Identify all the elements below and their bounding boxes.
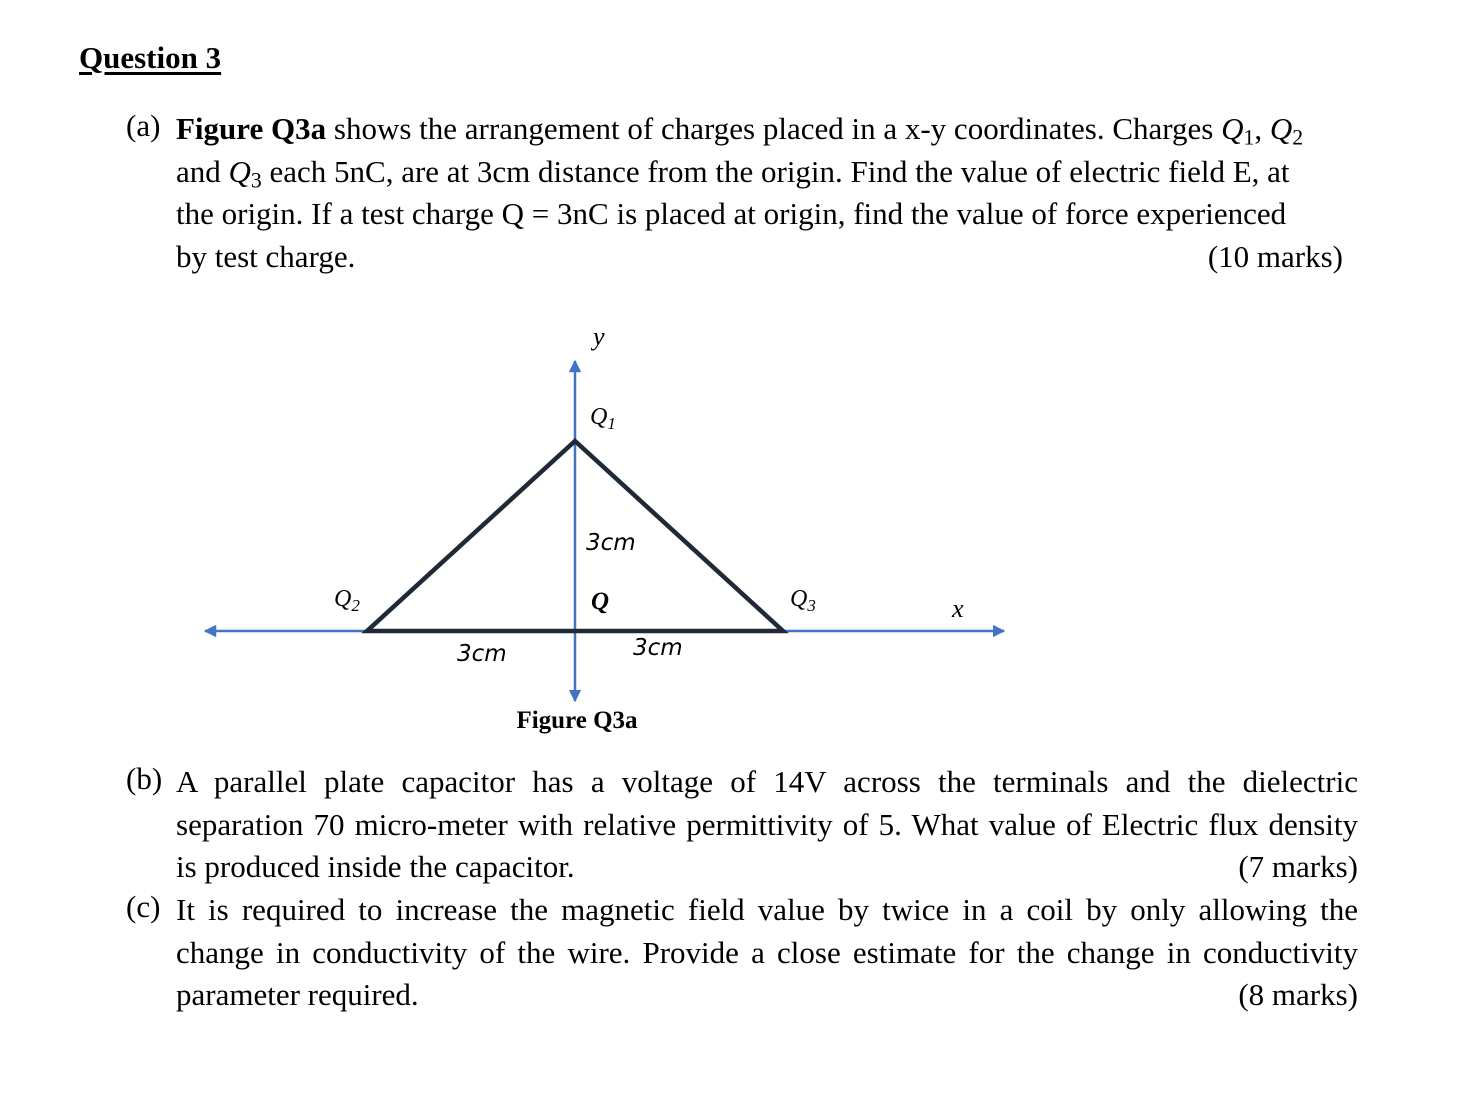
- part-c-marks: (8 marks): [1238, 977, 1358, 1013]
- part-b-marks: (7 marks): [1238, 849, 1358, 885]
- part-a-marks: (10 marks): [1207, 239, 1343, 275]
- part-a-label: (a): [126, 108, 161, 143]
- q3-label: $Q_3$: [790, 586, 816, 615]
- part-a-line-2: and $Q_3$ each 5nC, are at 3cm distance from the origin. Find the value of electric field E, at: [176, 153, 1290, 193]
- part-c-text: It is required to increase the magnetic field value by twice in a coil by only allowing the change in conductivity of the wire. Provide a close estimate for the change in conductivity parameter required. (8 marks): [176, 889, 1358, 1017]
- part-b-label: (b): [126, 761, 163, 796]
- part-b-text: A parallel plate capacitor has a voltage of 14V across the terminals and the dielectric separation 70 micro-meter with relative permittivity of 5. What value of Electric flux density is produced inside the capacitor. (7 marks): [176, 761, 1358, 889]
- q2-label: $Q_2$: [334, 586, 360, 615]
- part-a-line-3: the origin. If a test charge Q = 3nC is placed at origin, find the value of force experienced: [176, 196, 1287, 232]
- question-heading: Question 3: [79, 40, 222, 75]
- right-distance-label: 3cm: [633, 635, 683, 661]
- origin-charge-label: Q: [591, 588, 610, 615]
- figure-caption: Figure Q3a: [516, 707, 638, 734]
- vertical-distance-label: 3cm: [586, 530, 636, 556]
- part-c-label: (c): [126, 889, 161, 924]
- part-a-line-1: Figure Q3a shows the arrangement of charges placed in a x-y coordinates. Charges $Q_1$, $Q_2$: [176, 111, 1304, 150]
- left-distance-label: 3cm: [457, 641, 507, 667]
- q1-label: $Q_1$: [590, 404, 616, 433]
- y-axis-label: y: [593, 322, 605, 351]
- part-a-last-line: by test charge. (10 marks): [176, 236, 1343, 279]
- figure-reference: Figure Q3a: [176, 111, 327, 146]
- x-axis-label: x: [952, 594, 964, 623]
